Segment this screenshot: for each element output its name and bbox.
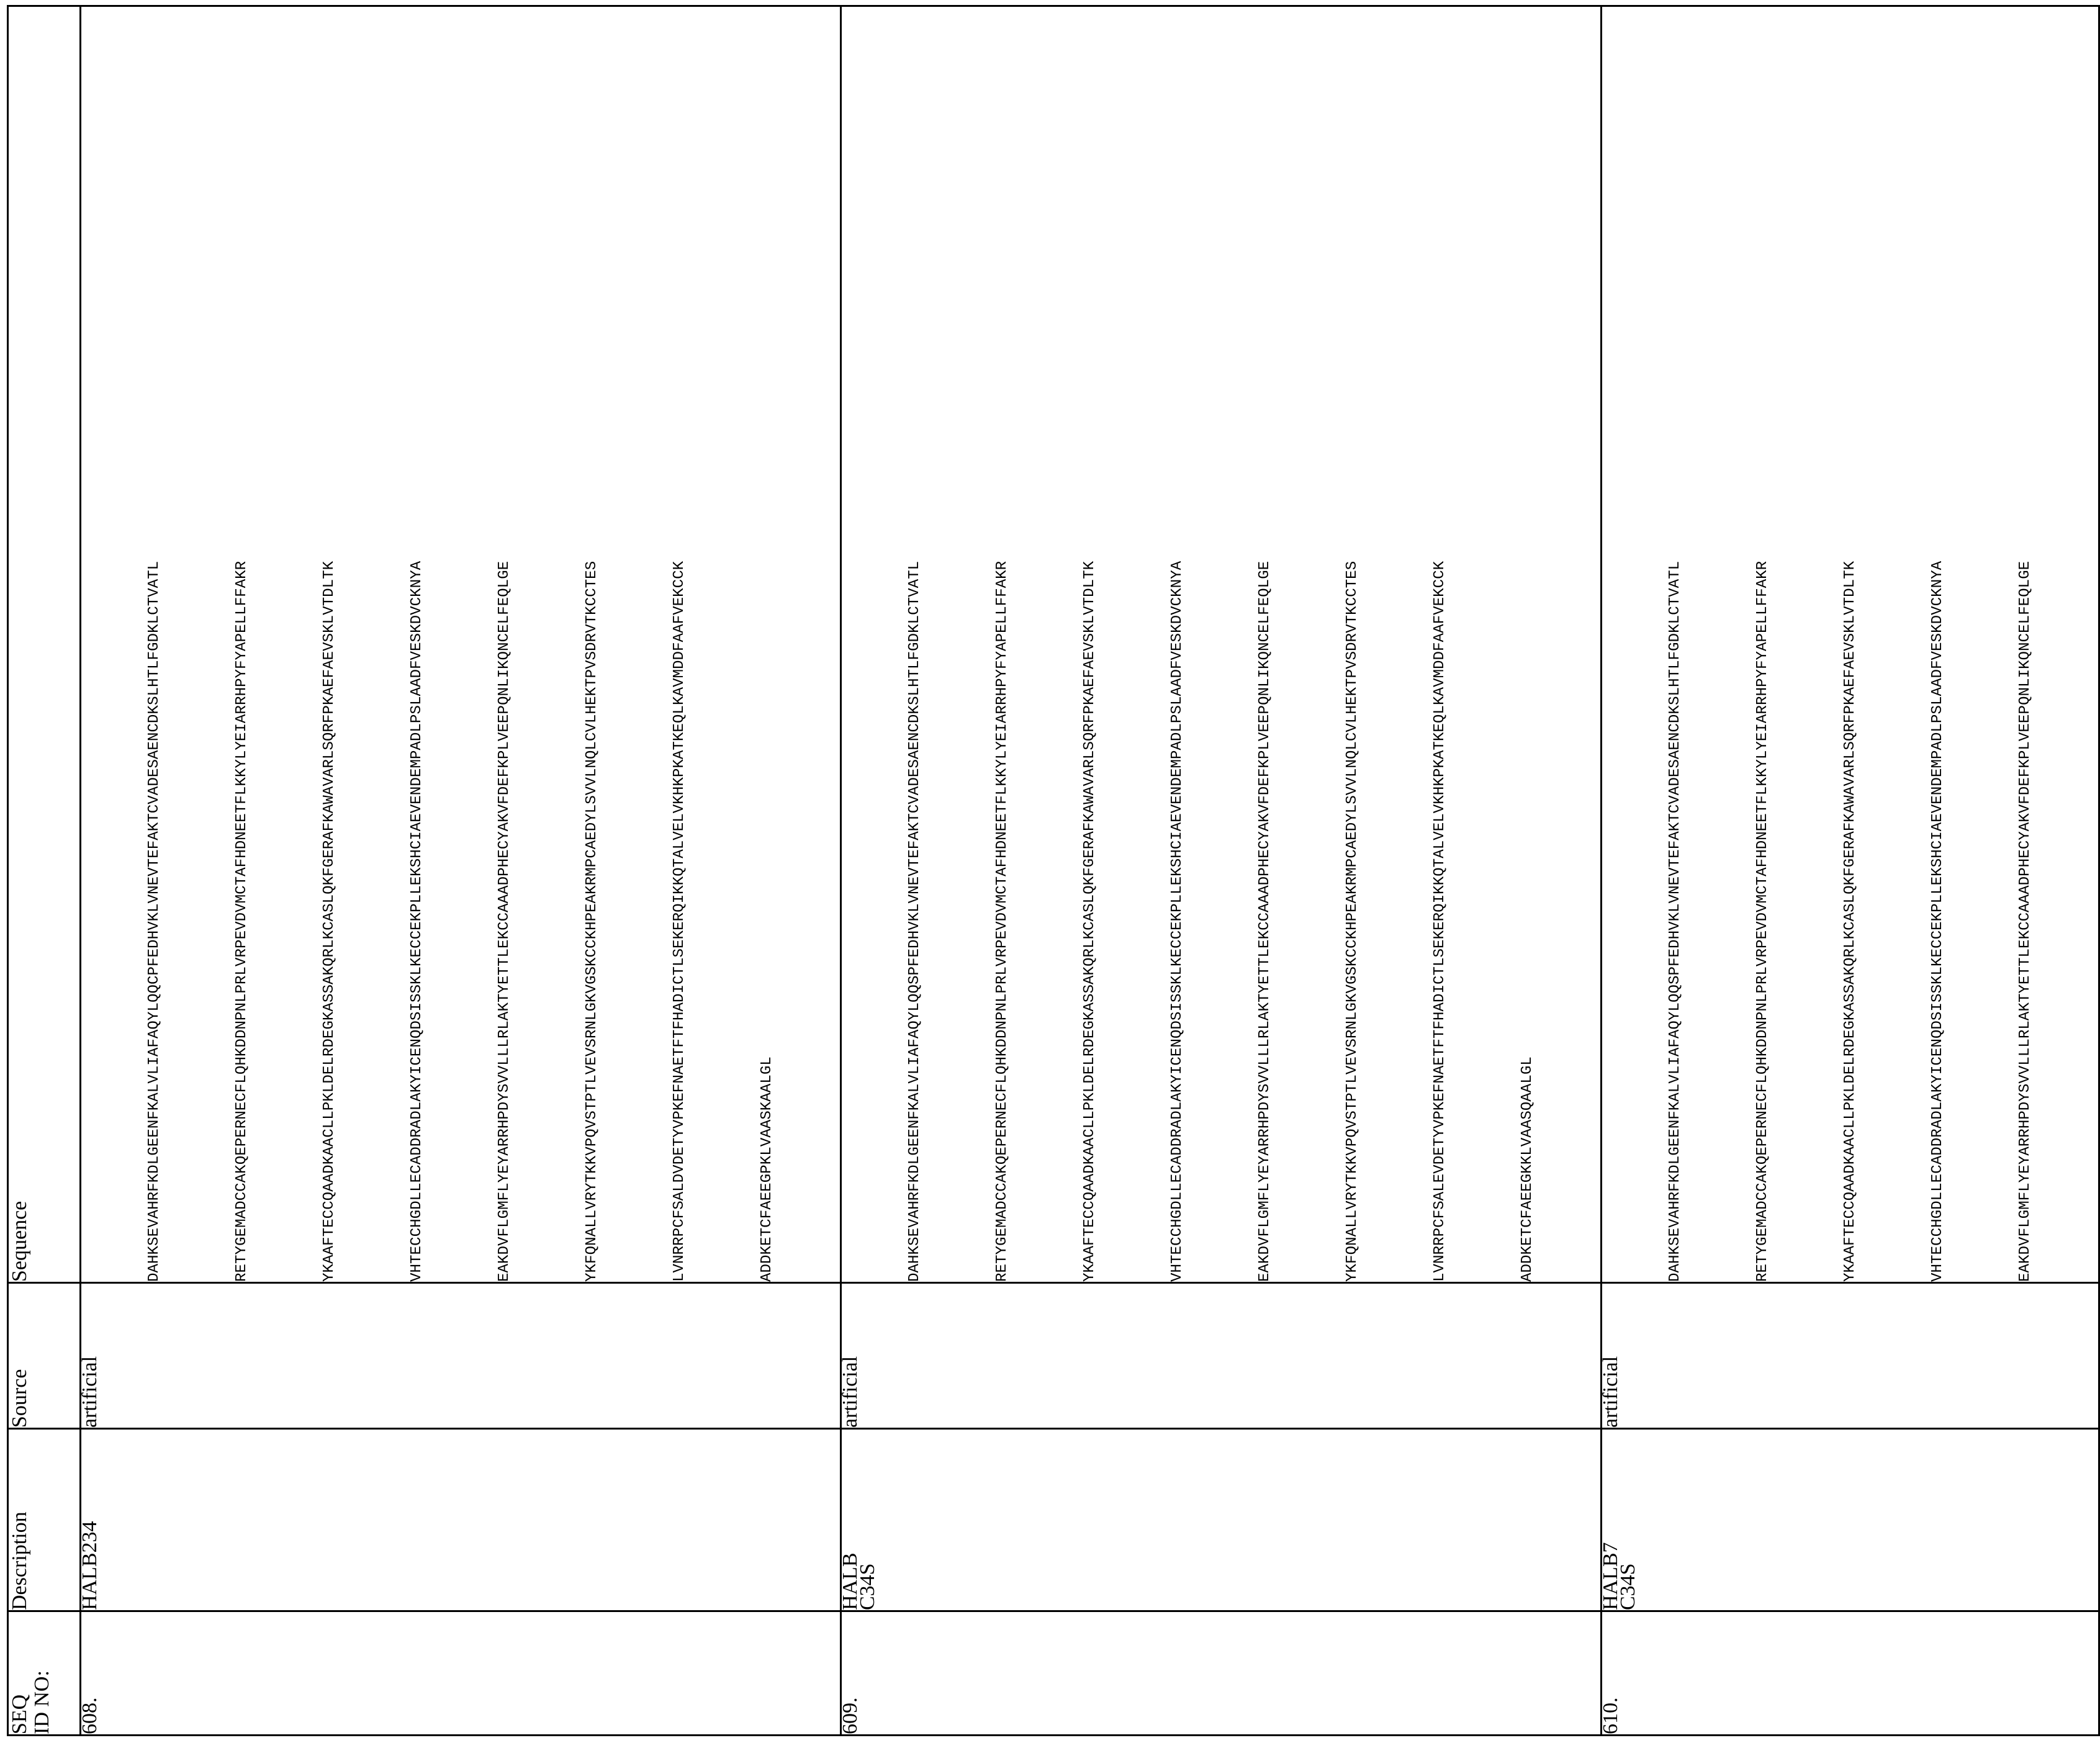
seq-id-cell: 609.	[841, 1611, 1602, 1736]
description-cell	[78, 1429, 841, 1611]
sequence-table	[7, 5, 2100, 1736]
sequence-line: DAHKSEVAHRFKDLGEENFKALVLIAFAQYLQQSPFEDHVKLVNEVTEFAKTCVADESAENCDKSLHTLFGDKLCTVATL	[906, 561, 923, 1282]
source-cell: artificial	[81, 1283, 841, 1429]
sequence-line: EAKDVFLGMFLYEYARRHPDYSVVLLLRLAKTYETTLEKCCAAADPHECYAKVFDEFKPLVEEPQNLIKQNCELFEQLGE	[2017, 561, 2034, 1282]
sequence-line: ADDKETCFAEEGPKLVAASKAALGL	[759, 1056, 775, 1282]
sequence-line: ADDKETCFAEEGKKLVAASQAALGL	[1519, 1056, 1536, 1282]
sequence-line: DAHKSEVAHRFKDLGEENFKALVLIAFAQYLQQSPFEDHVKLVNEVTEFAKTCVADESAENCDKSLHTLFGDKLCTVATL	[1667, 561, 1683, 1282]
table-row	[81, 6, 841, 1736]
sequence-line: RETYGEMADCCAKQEPERNECFLQHKDDNPNLPRLVRPEVDVMCTAFHDNEETFLKKYLYEIARRHPYFYAPELLFFAKR	[994, 561, 1011, 1282]
sequence-line: LVNRRPCFSALDVDETYVPKEFNAETFTFHADICTLSEKERQIKKQTALVELVKHKPKATKEQLKAVMDDFAAFVEKCCK	[671, 561, 688, 1282]
sequence-cell	[81, 6, 841, 1283]
sequence-line: YKAAFTECCQAADKAACLLPKLDELRDEGKASSAKQRLKCASLQKFGERAFKAWAVARLSQRFPKAEFAEVSKLVTDLTK	[1081, 561, 1098, 1282]
sequence-line: VHTECCHGDLLECADDRADLAKYICENQDSISSKLKECCEKPLLEKSHCIAEVENDEMPADLPSLAADFVESKDVCKNYA	[408, 561, 425, 1282]
header-seq-id-line1: SEQ	[8, 1694, 31, 1734]
sequence-line: RETYGEMADCCAKQEPERNECFLQHKDDNPNLPRLVRPEVDVMCTAFHDNEETFLKKYLYEIARRHPYFYAPELLFFAKR	[233, 561, 250, 1282]
header-seq-id	[8, 1611, 81, 1736]
header-sequence: Sequence	[8, 6, 81, 1283]
description-cell	[1599, 1429, 2099, 1611]
sequence-line: YKAAFTECCQAADKAACLLPKLDELRDEGKASSAKQRLKCASLQKFGERAFKAWAVARLSQRFPKAEFAEVSKLVTDLTK	[1842, 561, 1859, 1282]
sequence-line: RETYGEMADCCAKQEPERNECFLQHKDDNPNLPRLVRPEVDVMCTAFHDNEETFLKKYLYEIARRHPYFYAPELLFFAKR	[1754, 561, 1771, 1282]
description-line: HALB	[839, 1552, 862, 1610]
sequence-line: VHTECCHGDLLECADDRADLAKYICENQDSISSKLKECCEKPLLEKSHCIAEVENDEMPADLPSLAADFVESKDVCKNYA	[1929, 561, 1946, 1282]
sequence-line: EAKDVFLGMFLYEYARRHPDYSVVLLLRLAKTYETTLEKCCAAADPHECYAKVFDEFKPLVEEPQNLIKQNCELFEQLGE	[496, 561, 513, 1282]
description-line: C34S	[1616, 1563, 1639, 1610]
sequence-line: DAHKSEVAHRFKDLGEENFKALVLIAFAQYLQQCPFEDHVKLVNEVTEFAKTCVADESAENCDKSLHTLFGDKLCTVATL	[146, 561, 163, 1282]
table-row	[841, 6, 1602, 1736]
sequence-line: EAKDVFLGMFLYEYARRHPDYSVVLLLRLAKTYETTLEKCCAAADPHECYAKVFDEFKPLVEEPQNLIKQNCELFEQLGE	[1256, 561, 1273, 1282]
sequence-line: VHTECCHGDLLECADDRADLAKYICENQDSISSKLKECCEKPLLEKSHCIAEVENDEMPADLPSLAADFVESKDVCKNYA	[1169, 561, 1186, 1282]
sequence-line: LVNRRPCFSALEVDETYVPKEFNAETFTFHADICTLSEKERQIKKQTALVELVKHKPKATKEQLKAVMDDFAAFVEKCCK	[1431, 561, 1448, 1282]
sequence-line: YKFQNALLVRYTKKVPQVSTPTLVEVSRNLGKVGSKCCKHPEAKRMPCAEDYLSVVLNQLCVLHEKTPVSDRVTKCCTES	[1344, 561, 1361, 1282]
table-header-row	[8, 6, 81, 1736]
sequence-cell	[841, 6, 1602, 1283]
seq-id-cell: 608.	[81, 1611, 841, 1736]
source-cell: artificial	[841, 1283, 1602, 1429]
description-line: HALB7	[1599, 1542, 1622, 1610]
table-row	[1602, 6, 2099, 1736]
sequence-cell	[1602, 6, 2099, 1283]
sequence-line: YKAAFTECCQAADKAACLLPKLDELRDEGKASSAKQRLKCASLQKFGERAFKAWAVARLSQRFPKAEFAEVSKLVTDLTK	[321, 561, 338, 1282]
description-line: C34S	[856, 1563, 879, 1610]
description-line: HALB234	[78, 1521, 101, 1610]
header-source: Source	[8, 1283, 81, 1429]
header-seq-id-line2: ID NO:	[30, 1670, 53, 1734]
seq-id-cell: 610.	[1602, 1611, 2099, 1736]
source-cell: artificial	[1602, 1283, 2099, 1429]
description-cell	[841, 1429, 1602, 1611]
sequence-line: YKFQNALLVRYTKKVPQVSTPTLVEVSRNLGKVGSKCCKHPEAKRMPCAEDYLSVVLNQLCVLHEKTPVSDRVTKCCTES	[584, 561, 600, 1282]
header-description: Description	[8, 1429, 81, 1611]
